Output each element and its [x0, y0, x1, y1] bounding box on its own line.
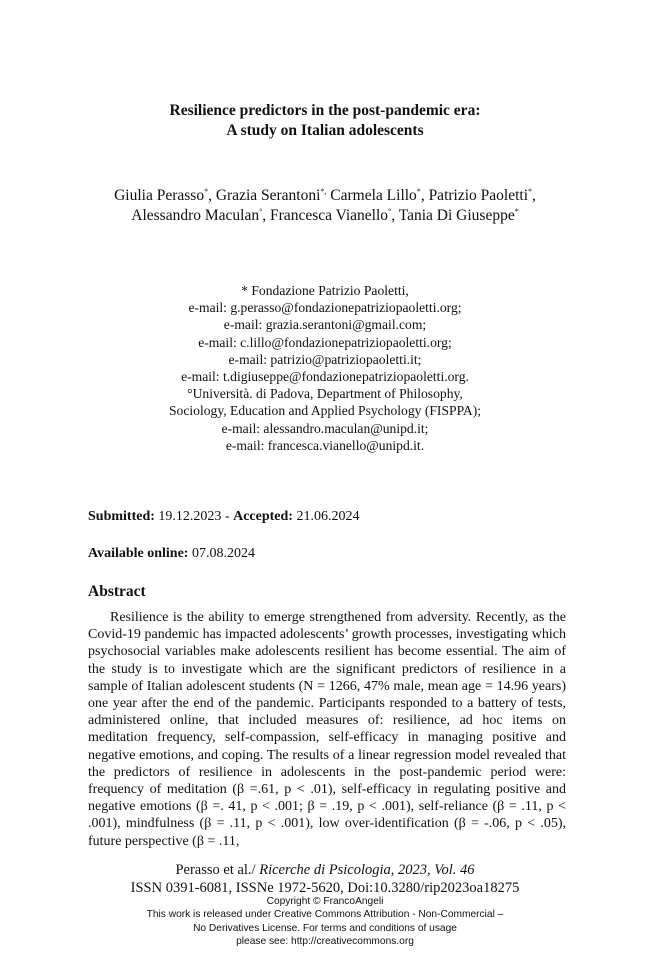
copyright-line: Copyright © FrancoAngeli: [266, 896, 384, 907]
accepted-date: 21.06.2024: [296, 509, 360, 524]
author-separator: ,: [420, 187, 429, 204]
author-name: Patrizio Paoletti: [428, 187, 529, 204]
affiliation-line: Sociology, Education and Applied Psychology (FISPPA);: [168, 403, 482, 419]
affiliations: [0, 282, 650, 454]
author-separator: ,: [208, 187, 216, 204]
affiliation-line: °Università. di Padova, Department of Philosophy,: [187, 386, 463, 402]
author-mark: *: [416, 186, 421, 196]
author-mark: *: [204, 186, 209, 196]
author-mark: *: [514, 206, 519, 216]
author-separator: ,: [532, 187, 536, 204]
author-name: Giulia Perasso: [114, 187, 205, 204]
author-name: Francesca Vianello: [270, 207, 389, 224]
author-separator: ,: [391, 207, 399, 224]
license-url-line: please see: http://creativecommons.org: [236, 936, 414, 948]
submitted-date: 19.12.2023: [158, 509, 222, 524]
author-name: Grazia Serantoni: [215, 187, 321, 204]
author-mark: *,: [320, 186, 327, 196]
title-line-1: Resilience predictors in the post-pandemic era:: [169, 102, 481, 119]
issn-doi-line: ISSN 0391-6081, ISSNe 1972-5620, Doi:10.3280/rip2023oa18275: [130, 880, 520, 896]
title-line-2: A study on Italian adolescents: [226, 122, 424, 139]
affiliation-email: e-mail: g.perasso@fondazionepatriziopaoletti.org;: [188, 300, 462, 316]
paper-title: [0, 101, 650, 141]
author-separator: ,: [262, 207, 271, 224]
affiliation-email: e-mail: patrizio@patriziopaoletti.it;: [228, 351, 422, 367]
submission-dates: [88, 508, 359, 526]
online-date: [88, 545, 255, 563]
affiliation-email: e-mail: francesca.vianello@unipd.it.: [225, 437, 425, 453]
author-mark: *: [528, 186, 533, 196]
affiliation-email: e-mail: grazia.serantoni@gmail.com;: [223, 317, 427, 333]
citation-journal: Ricerche di Psicologia, 2023, Vol. 46: [255, 862, 475, 878]
license-notice: [0, 895, 650, 949]
author-mark: °: [388, 206, 392, 216]
affiliation-email: e-mail: c.lillo@fondazionepatriziopaoletti.org;: [198, 334, 452, 350]
citation-authors: Perasso et al./: [175, 862, 256, 878]
submitted-label: Submitted:: [88, 509, 155, 524]
license-line: This work is released under Creative Commons Attribution - Non-Commercial –: [146, 909, 504, 921]
author-mark: °: [259, 206, 263, 216]
author-name: Alessandro Maculan: [131, 207, 260, 224]
affiliation-email: e-mail: t.digiuseppe@fondazionepatriziopaoletti.org.: [181, 369, 469, 385]
abstract-text: Resilience is the ability to emerge strengthened from adversity. Recently, as the Covid-19 pandemic has impacted adolescents’ growth processes, investigating which psychosocial variables make adolescents resilient has become essential. The aim of the study is to investigate which are the significant predictors of resilience in a sample of Italian adolescent students (N = 1266, 47% male, mean age = 14.96 years) one year after the end of the pandemic. Participants responded to a battery of tests, administered online, that included measures of: resilience, ad hoc items on meditation frequency, self-compassion, self-efficacy in managing positive and negative emotions, and coping. The results of a linear regression model revealed that the predictors of resilience in adolescents in the post-pandemic period were: frequency of meditation (β =.61, p < .01), self-efficacy in regulating positive and negative emotions (β =. 41, p < .001; β = .19, p < .001), self-reliance (β = .11, p < .001), mindfulness (β = .11, p < .001), low over-identification (β = -.06, p < .05), future perspective (β = .11,: [88, 610, 566, 849]
citation-line: [0, 862, 650, 879]
author-list: [0, 186, 650, 226]
online-label: Available online:: [88, 546, 189, 561]
online-date-value: 07.08.2024: [191, 546, 255, 561]
abstract-heading: Abstract: [88, 583, 146, 600]
license-line: No Derivatives License. For terms and conditions of usage: [193, 922, 457, 934]
date-separator: -: [221, 509, 234, 524]
accepted-label: Accepted:: [233, 509, 293, 524]
affiliation-line: * Fondazione Patrizio Paoletti,: [241, 283, 409, 298]
affiliation-email: e-mail: alessandro.maculan@unipd.it;: [221, 420, 429, 436]
author-name: Carmela Lillo: [330, 187, 417, 204]
author-name: Tania Di Giuseppe: [398, 207, 515, 224]
